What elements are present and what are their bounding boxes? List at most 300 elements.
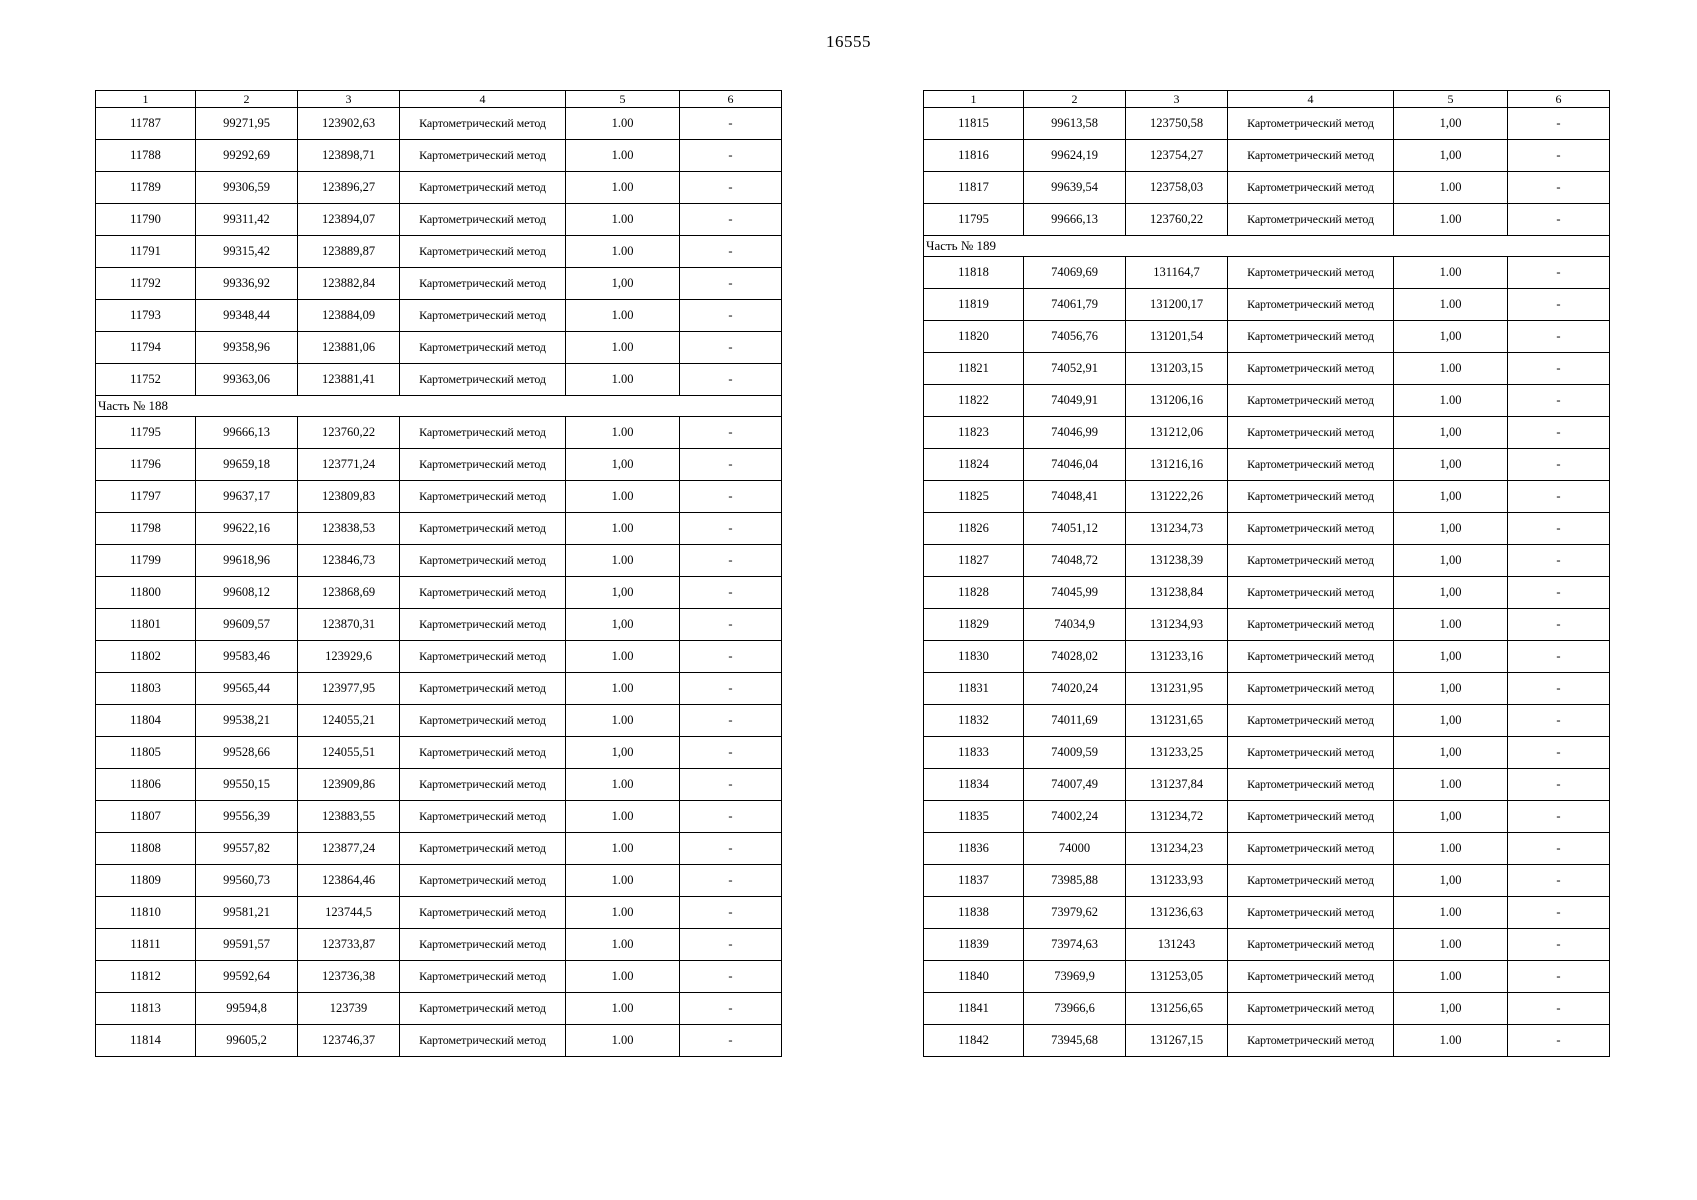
y-coordinate-cell: 123838,53 (298, 513, 400, 545)
x-coordinate-cell: 99639,54 (1024, 172, 1126, 204)
table-row (96, 705, 782, 737)
table-row (96, 961, 782, 993)
y-coordinate-cell: 131234,73 (1126, 513, 1228, 545)
accuracy-cell: 1,00 (1394, 108, 1508, 140)
part-heading: Часть № 188 (96, 396, 782, 417)
accuracy-cell: 1.00 (1394, 897, 1508, 929)
x-coordinate-cell: 74002,24 (1024, 801, 1126, 833)
point-number-cell: 11825 (924, 481, 1024, 513)
method-cell: Картометрический метод (1228, 961, 1394, 993)
description-cell: - (1508, 801, 1610, 833)
point-number-cell: 11809 (96, 865, 196, 897)
description-cell: - (1508, 833, 1610, 865)
table-row (924, 769, 1610, 801)
y-coordinate-cell: 123877,24 (298, 833, 400, 865)
header-cell-col6: 6 (1508, 91, 1610, 108)
y-coordinate-cell: 123881,06 (298, 332, 400, 364)
table-row (924, 737, 1610, 769)
y-coordinate-cell: 123864,46 (298, 865, 400, 897)
method-cell: Картометрический метод (1228, 481, 1394, 513)
x-coordinate-cell: 74020,24 (1024, 673, 1126, 705)
table-row (96, 108, 782, 140)
part-heading: Часть № 189 (924, 236, 1610, 257)
table-row (924, 1025, 1610, 1057)
coordinates-table-left (95, 90, 782, 1057)
point-number-cell: 11790 (96, 204, 196, 236)
x-coordinate-cell: 99550,15 (196, 769, 298, 801)
method-cell: Картометрический метод (1228, 897, 1394, 929)
method-cell: Картометрический метод (1228, 929, 1394, 961)
accuracy-cell: 1.00 (1394, 172, 1508, 204)
description-cell: - (1508, 1025, 1610, 1057)
x-coordinate-cell: 99659,18 (196, 449, 298, 481)
y-coordinate-cell: 124055,21 (298, 705, 400, 737)
y-coordinate-cell: 131237,84 (1126, 769, 1228, 801)
point-number-cell: 11834 (924, 769, 1024, 801)
x-coordinate-cell: 99336,92 (196, 268, 298, 300)
header-row (96, 91, 782, 108)
table-row (924, 577, 1610, 609)
header-cell-col1: 1 (924, 91, 1024, 108)
y-coordinate-cell: 123746,37 (298, 1025, 400, 1057)
table-row (924, 961, 1610, 993)
description-cell: - (680, 364, 782, 396)
accuracy-cell: 1.00 (1394, 769, 1508, 801)
y-coordinate-cell: 123889,87 (298, 236, 400, 268)
method-cell: Картометрический метод (400, 449, 566, 481)
point-number-cell: 11836 (924, 833, 1024, 865)
accuracy-cell: 1.00 (566, 108, 680, 140)
y-coordinate-cell: 123758,03 (1126, 172, 1228, 204)
point-number-cell: 11810 (96, 897, 196, 929)
method-cell: Картометрический метод (400, 172, 566, 204)
x-coordinate-cell: 99306,59 (196, 172, 298, 204)
point-number-cell: 11832 (924, 705, 1024, 737)
x-coordinate-cell: 73974,63 (1024, 929, 1126, 961)
accuracy-cell: 1.00 (1394, 257, 1508, 289)
table-row (924, 801, 1610, 833)
x-coordinate-cell: 99358,96 (196, 332, 298, 364)
table-row (924, 140, 1610, 172)
description-cell: - (680, 332, 782, 364)
description-cell: - (680, 545, 782, 577)
table-row (96, 897, 782, 929)
y-coordinate-cell: 123882,84 (298, 268, 400, 300)
accuracy-cell: 1.00 (566, 993, 680, 1025)
accuracy-cell: 1,00 (566, 577, 680, 609)
accuracy-cell: 1.00 (566, 140, 680, 172)
y-coordinate-cell: 131234,72 (1126, 801, 1228, 833)
point-number-cell: 11831 (924, 673, 1024, 705)
table-row (96, 641, 782, 673)
x-coordinate-cell: 99557,82 (196, 833, 298, 865)
x-coordinate-cell: 99315,42 (196, 236, 298, 268)
method-cell: Картометрический метод (1228, 641, 1394, 673)
description-cell: - (1508, 769, 1610, 801)
table-row (96, 865, 782, 897)
accuracy-cell: 1,00 (1394, 801, 1508, 833)
y-coordinate-cell: 131212,06 (1126, 417, 1228, 449)
y-coordinate-cell: 131200,17 (1126, 289, 1228, 321)
description-cell: - (680, 236, 782, 268)
description-cell: - (680, 993, 782, 1025)
method-cell: Картометрический метод (400, 577, 566, 609)
header-cell-col6: 6 (680, 91, 782, 108)
description-cell: - (1508, 545, 1610, 577)
description-cell: - (680, 897, 782, 929)
point-number-cell: 11799 (96, 545, 196, 577)
y-coordinate-cell: 131216,16 (1126, 449, 1228, 481)
description-cell: - (1508, 865, 1610, 897)
y-coordinate-cell: 131222,26 (1126, 481, 1228, 513)
y-coordinate-cell: 123870,31 (298, 609, 400, 641)
description-cell: - (680, 673, 782, 705)
y-coordinate-cell: 123760,22 (1126, 204, 1228, 236)
point-number-cell: 11805 (96, 737, 196, 769)
accuracy-cell: 1.00 (1394, 204, 1508, 236)
y-coordinate-cell: 123881,41 (298, 364, 400, 396)
method-cell: Картометрический метод (400, 1025, 566, 1057)
description-cell: - (680, 417, 782, 449)
table-row (924, 545, 1610, 577)
description-cell: - (680, 801, 782, 833)
table-row (924, 417, 1610, 449)
point-number-cell: 11835 (924, 801, 1024, 833)
accuracy-cell: 1.00 (566, 513, 680, 545)
x-coordinate-cell: 74034,9 (1024, 609, 1126, 641)
x-coordinate-cell: 99622,16 (196, 513, 298, 545)
method-cell: Картометрический метод (400, 236, 566, 268)
point-number-cell: 11813 (96, 993, 196, 1025)
accuracy-cell: 1,00 (1394, 641, 1508, 673)
accuracy-cell: 1.00 (566, 897, 680, 929)
accuracy-cell: 1.00 (566, 300, 680, 332)
header-cell-col3: 3 (298, 91, 400, 108)
table-row (924, 204, 1610, 236)
table-row (924, 609, 1610, 641)
description-cell: - (1508, 513, 1610, 545)
method-cell: Картометрический метод (1228, 545, 1394, 577)
description-cell: - (680, 140, 782, 172)
x-coordinate-cell: 74069,69 (1024, 257, 1126, 289)
method-cell: Картометрический метод (400, 481, 566, 513)
header-row (924, 91, 1610, 108)
x-coordinate-cell: 74049,91 (1024, 385, 1126, 417)
table-row (924, 705, 1610, 737)
x-coordinate-cell: 74056,76 (1024, 321, 1126, 353)
x-coordinate-cell: 74028,02 (1024, 641, 1126, 673)
table-row (924, 481, 1610, 513)
method-cell: Картометрический метод (1228, 321, 1394, 353)
accuracy-cell: 1,00 (1394, 449, 1508, 481)
description-cell: - (680, 609, 782, 641)
x-coordinate-cell: 99608,12 (196, 577, 298, 609)
y-coordinate-cell: 131234,23 (1126, 833, 1228, 865)
header-cell-col1: 1 (96, 91, 196, 108)
table-row (96, 801, 782, 833)
accuracy-cell: 1.00 (1394, 289, 1508, 321)
method-cell: Картометрический метод (400, 865, 566, 897)
table-row (96, 513, 782, 545)
y-coordinate-cell: 131234,93 (1126, 609, 1228, 641)
method-cell: Картометрический метод (1228, 289, 1394, 321)
y-coordinate-cell: 123868,69 (298, 577, 400, 609)
table-row (924, 257, 1610, 289)
description-cell: - (1508, 993, 1610, 1025)
method-cell: Картометрический метод (400, 673, 566, 705)
point-number-cell: 11840 (924, 961, 1024, 993)
point-number-cell: 11798 (96, 513, 196, 545)
description-cell: - (1508, 577, 1610, 609)
accuracy-cell: 1.00 (566, 801, 680, 833)
accuracy-cell: 1,00 (1394, 737, 1508, 769)
point-number-cell: 11830 (924, 641, 1024, 673)
point-number-cell: 11811 (96, 929, 196, 961)
y-coordinate-cell: 123977,95 (298, 673, 400, 705)
y-coordinate-cell: 131236,63 (1126, 897, 1228, 929)
point-number-cell: 11838 (924, 897, 1024, 929)
description-cell: - (680, 108, 782, 140)
y-coordinate-cell: 131253,05 (1126, 961, 1228, 993)
point-number-cell: 11818 (924, 257, 1024, 289)
accuracy-cell: 1.00 (566, 204, 680, 236)
description-cell: - (1508, 449, 1610, 481)
x-coordinate-cell: 99565,44 (196, 673, 298, 705)
y-coordinate-cell: 131231,65 (1126, 705, 1228, 737)
y-coordinate-cell: 131256,65 (1126, 993, 1228, 1025)
y-coordinate-cell: 131164,7 (1126, 257, 1228, 289)
point-number-cell: 11837 (924, 865, 1024, 897)
x-coordinate-cell: 74048,72 (1024, 545, 1126, 577)
point-number-cell: 11824 (924, 449, 1024, 481)
description-cell: - (680, 929, 782, 961)
accuracy-cell: 1.00 (566, 641, 680, 673)
method-cell: Картометрический метод (1228, 769, 1394, 801)
x-coordinate-cell: 99605,2 (196, 1025, 298, 1057)
description-cell: - (1508, 929, 1610, 961)
point-number-cell: 11802 (96, 641, 196, 673)
y-coordinate-cell: 123902,63 (298, 108, 400, 140)
table-row (96, 236, 782, 268)
description-cell: - (680, 481, 782, 513)
accuracy-cell: 1.00 (1394, 609, 1508, 641)
description-cell: - (680, 737, 782, 769)
table-row (96, 140, 782, 172)
x-coordinate-cell: 73945,68 (1024, 1025, 1126, 1057)
method-cell: Картометрический метод (1228, 385, 1394, 417)
accuracy-cell: 1,00 (1394, 513, 1508, 545)
accuracy-cell: 1,00 (1394, 417, 1508, 449)
point-number-cell: 11789 (96, 172, 196, 204)
y-coordinate-cell: 124055,51 (298, 737, 400, 769)
accuracy-cell: 1.00 (566, 673, 680, 705)
y-coordinate-cell: 123909,86 (298, 769, 400, 801)
x-coordinate-cell: 99592,64 (196, 961, 298, 993)
x-coordinate-cell: 74007,49 (1024, 769, 1126, 801)
accuracy-cell: 1,00 (566, 609, 680, 641)
method-cell: Картометрический метод (400, 140, 566, 172)
coordinates-table-right (923, 90, 1610, 1057)
x-coordinate-cell: 99666,13 (1024, 204, 1126, 236)
y-coordinate-cell: 131231,95 (1126, 673, 1228, 705)
accuracy-cell: 1.00 (566, 929, 680, 961)
accuracy-cell: 1.00 (566, 705, 680, 737)
method-cell: Картометрический метод (1228, 257, 1394, 289)
table-row (96, 1025, 782, 1057)
table-row (96, 929, 782, 961)
x-coordinate-cell: 99581,21 (196, 897, 298, 929)
description-cell: - (1508, 321, 1610, 353)
x-coordinate-cell: 99637,17 (196, 481, 298, 513)
table-row (96, 993, 782, 1025)
y-coordinate-cell: 123750,58 (1126, 108, 1228, 140)
description-cell: - (1508, 172, 1610, 204)
table-row (924, 641, 1610, 673)
method-cell: Картометрический метод (1228, 993, 1394, 1025)
y-coordinate-cell: 131238,84 (1126, 577, 1228, 609)
accuracy-cell: 1.00 (566, 172, 680, 204)
x-coordinate-cell: 99363,06 (196, 364, 298, 396)
description-cell: - (1508, 417, 1610, 449)
description-cell: - (680, 769, 782, 801)
table-row (924, 865, 1610, 897)
point-number-cell: 11820 (924, 321, 1024, 353)
method-cell: Картометрический метод (1228, 140, 1394, 172)
x-coordinate-cell: 99271,95 (196, 108, 298, 140)
x-coordinate-cell: 99594,8 (196, 993, 298, 1025)
point-number-cell: 11817 (924, 172, 1024, 204)
accuracy-cell: 1,00 (1394, 705, 1508, 737)
method-cell: Картометрический метод (400, 300, 566, 332)
accuracy-cell: 1.00 (566, 332, 680, 364)
method-cell: Картометрический метод (400, 609, 566, 641)
table-row (924, 993, 1610, 1025)
accuracy-cell: 1,00 (1394, 865, 1508, 897)
description-cell: - (680, 300, 782, 332)
point-number-cell: 11791 (96, 236, 196, 268)
method-cell: Картометрический метод (400, 332, 566, 364)
point-number-cell: 11787 (96, 108, 196, 140)
table-row (96, 737, 782, 769)
point-number-cell: 11841 (924, 993, 1024, 1025)
accuracy-cell: 1,00 (566, 268, 680, 300)
accuracy-cell: 1.00 (1394, 961, 1508, 993)
method-cell: Картометрический метод (1228, 865, 1394, 897)
y-coordinate-cell: 123754,27 (1126, 140, 1228, 172)
point-number-cell: 11807 (96, 801, 196, 833)
y-coordinate-cell: 123894,07 (298, 204, 400, 236)
header-cell-col2: 2 (196, 91, 298, 108)
point-number-cell: 11804 (96, 705, 196, 737)
point-number-cell: 11752 (96, 364, 196, 396)
table-row (96, 769, 782, 801)
x-coordinate-cell: 74000 (1024, 833, 1126, 865)
y-coordinate-cell: 123733,87 (298, 929, 400, 961)
x-coordinate-cell: 99583,46 (196, 641, 298, 673)
method-cell: Картометрический метод (1228, 833, 1394, 865)
header-cell-col2: 2 (1024, 91, 1126, 108)
table-row (96, 172, 782, 204)
y-coordinate-cell: 123736,38 (298, 961, 400, 993)
point-number-cell: 11819 (924, 289, 1024, 321)
x-coordinate-cell: 74045,99 (1024, 577, 1126, 609)
accuracy-cell: 1.00 (566, 364, 680, 396)
header-cell-col4: 4 (400, 91, 566, 108)
y-coordinate-cell: 123739 (298, 993, 400, 1025)
x-coordinate-cell: 73979,62 (1024, 897, 1126, 929)
table-row (924, 108, 1610, 140)
table-row (924, 321, 1610, 353)
accuracy-cell: 1,00 (566, 737, 680, 769)
x-coordinate-cell: 99538,21 (196, 705, 298, 737)
point-number-cell: 11801 (96, 609, 196, 641)
method-cell: Картометрический метод (1228, 353, 1394, 385)
point-number-cell: 11814 (96, 1025, 196, 1057)
method-cell: Картометрический метод (1228, 673, 1394, 705)
method-cell: Картометрический метод (400, 513, 566, 545)
description-cell: - (680, 577, 782, 609)
description-cell: - (1508, 385, 1610, 417)
table-row (96, 364, 782, 396)
description-cell: - (1508, 641, 1610, 673)
accuracy-cell: 1,00 (1394, 993, 1508, 1025)
method-cell: Картометрический метод (400, 961, 566, 993)
table-row (96, 481, 782, 513)
method-cell: Картометрический метод (400, 769, 566, 801)
x-coordinate-cell: 73969,9 (1024, 961, 1126, 993)
x-coordinate-cell: 73966,6 (1024, 993, 1126, 1025)
point-number-cell: 11803 (96, 673, 196, 705)
table-row (924, 673, 1610, 705)
x-coordinate-cell: 74051,12 (1024, 513, 1126, 545)
accuracy-cell: 1,00 (1394, 545, 1508, 577)
accuracy-cell: 1.00 (566, 961, 680, 993)
description-cell: - (1508, 609, 1610, 641)
y-coordinate-cell: 131201,54 (1126, 321, 1228, 353)
y-coordinate-cell: 123898,71 (298, 140, 400, 172)
accuracy-cell: 1.00 (1394, 1025, 1508, 1057)
x-coordinate-cell: 99311,42 (196, 204, 298, 236)
table-row (96, 833, 782, 865)
y-coordinate-cell: 123846,73 (298, 545, 400, 577)
description-cell: - (680, 204, 782, 236)
table-row (96, 673, 782, 705)
description-cell: - (1508, 705, 1610, 737)
point-number-cell: 11788 (96, 140, 196, 172)
x-coordinate-cell: 74009,59 (1024, 737, 1126, 769)
method-cell: Картометрический метод (400, 204, 566, 236)
method-cell: Картометрический метод (400, 545, 566, 577)
part-heading-row (96, 396, 782, 417)
point-number-cell: 11823 (924, 417, 1024, 449)
method-cell: Картометрический метод (1228, 417, 1394, 449)
point-number-cell: 11815 (924, 108, 1024, 140)
method-cell: Картометрический метод (1228, 513, 1394, 545)
accuracy-cell: 1.00 (566, 481, 680, 513)
x-coordinate-cell: 74052,91 (1024, 353, 1126, 385)
x-coordinate-cell: 74011,69 (1024, 705, 1126, 737)
description-cell: - (1508, 353, 1610, 385)
table-row (96, 300, 782, 332)
description-cell: - (680, 961, 782, 993)
y-coordinate-cell: 123883,55 (298, 801, 400, 833)
header-cell-col5: 5 (1394, 91, 1508, 108)
description-cell: - (1508, 108, 1610, 140)
accuracy-cell: 1,00 (1394, 481, 1508, 513)
part-heading-row (924, 236, 1610, 257)
header-cell-col4: 4 (1228, 91, 1394, 108)
accuracy-cell: 1,00 (1394, 140, 1508, 172)
